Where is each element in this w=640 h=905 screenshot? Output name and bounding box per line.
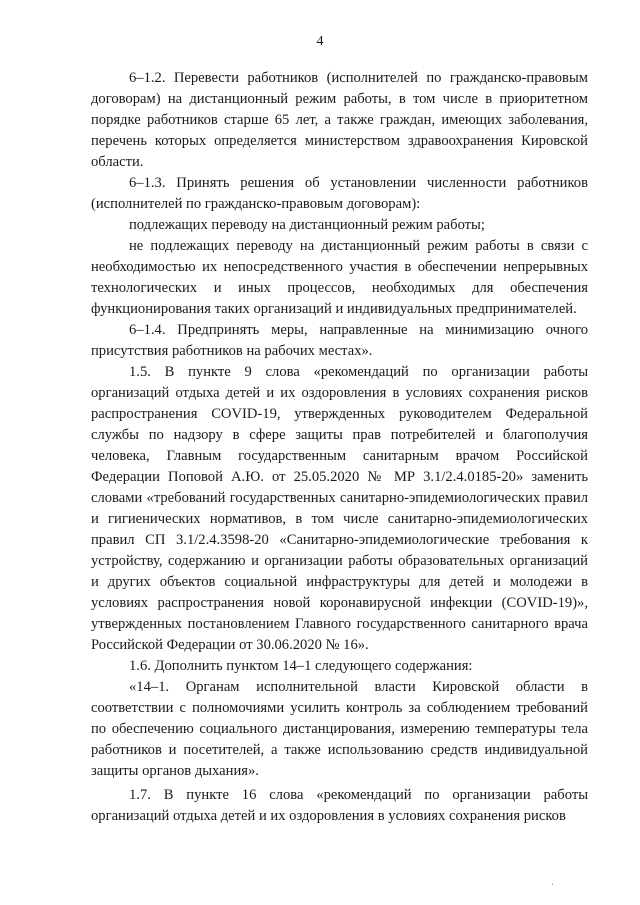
paragraph-1-7: 1.7. В пункте 16 слова «рекомендаций по организации работы организаций отдыха детей и их оздоровления в условиях сохранения рисков (91, 787, 588, 824)
page-number: 4 (316, 34, 324, 49)
paragraph-14-1: «14–1. Органам исполнительной власти Кировской области в соответствии с полномочиями усилить контроль за соблюдением требований по обеспечению социального дистанцирования, измерению температуры тела работников и посетителей, а также использованию средств индивидуальной защиты органов дыхания». (91, 679, 588, 779)
document-body (91, 68, 588, 827)
paragraph-6-1-3: 6–1.3. Принять решения об установлении численности работников (исполнителей по гражданско-правовым договорам): (91, 175, 588, 212)
paragraph-6-1-4: 6–1.4. Предпринять меры, направленные на минимизацию очного присутствия работников на рабочих местах». (91, 322, 588, 359)
paragraph-6-1-2: 6–1.2. Перевести работников (исполнителей по гражданско-правовым договорам) на дистанционный режим работы, в том числе в приоритетном порядке работников старше 65 лет, а также граждан, имеющих заболевания, перечень которых определяется министерством здравоохранения Кировской области. (91, 70, 588, 170)
paragraph-1-5: 1.5. В пункте 9 слова «рекомендаций по организации работы организаций отдыха детей и их оздоровления в условиях сохранения рисков распространения COVID-19, утвержденных руководителем Федеральной службы по надзору в сфере защиты прав потребителей и благополучия человека, Главным государственным санитарным врачом Российской Федерации Поповой А.Ю. от 25.05.2020 № МР 3.1/2.4.0185-20» заменить словами «требований государственных санитарно-эпидемиологических правил и гигиенических нормативов, в том числе санитарно-эпидемиологических правил СП 3.1/2.4.3598-20 «Санитарно-эпидемиологические требования к устройству, содержанию и организации работы образовательных организаций и других объектов социальной инфраструктуры для детей и молодежи в условиях распространения новой коронавирусной инфекции (COVID-19)», утвержденных постановлением Главного государственного санитарного врача Российской Федерации от 30.06.2020 № 16». (91, 364, 588, 653)
paragraph-remote-workers: подлежащих переводу на дистанционный режим работы; (129, 217, 485, 233)
paragraph-1-6: 1.6. Дополнить пунктом 14–1 следующего содержания: (129, 658, 473, 674)
paragraph-onsite-workers: не подлежащих переводу на дистанционный режим работы в связи с необходимостью их непосредственного участия в обеспечении непрерывных технологических и иных процессов, необходимых для обеспечения функционирования таких организаций и индивидуальных предпринимателей. (91, 238, 588, 317)
margin-mark: · (550, 880, 554, 891)
